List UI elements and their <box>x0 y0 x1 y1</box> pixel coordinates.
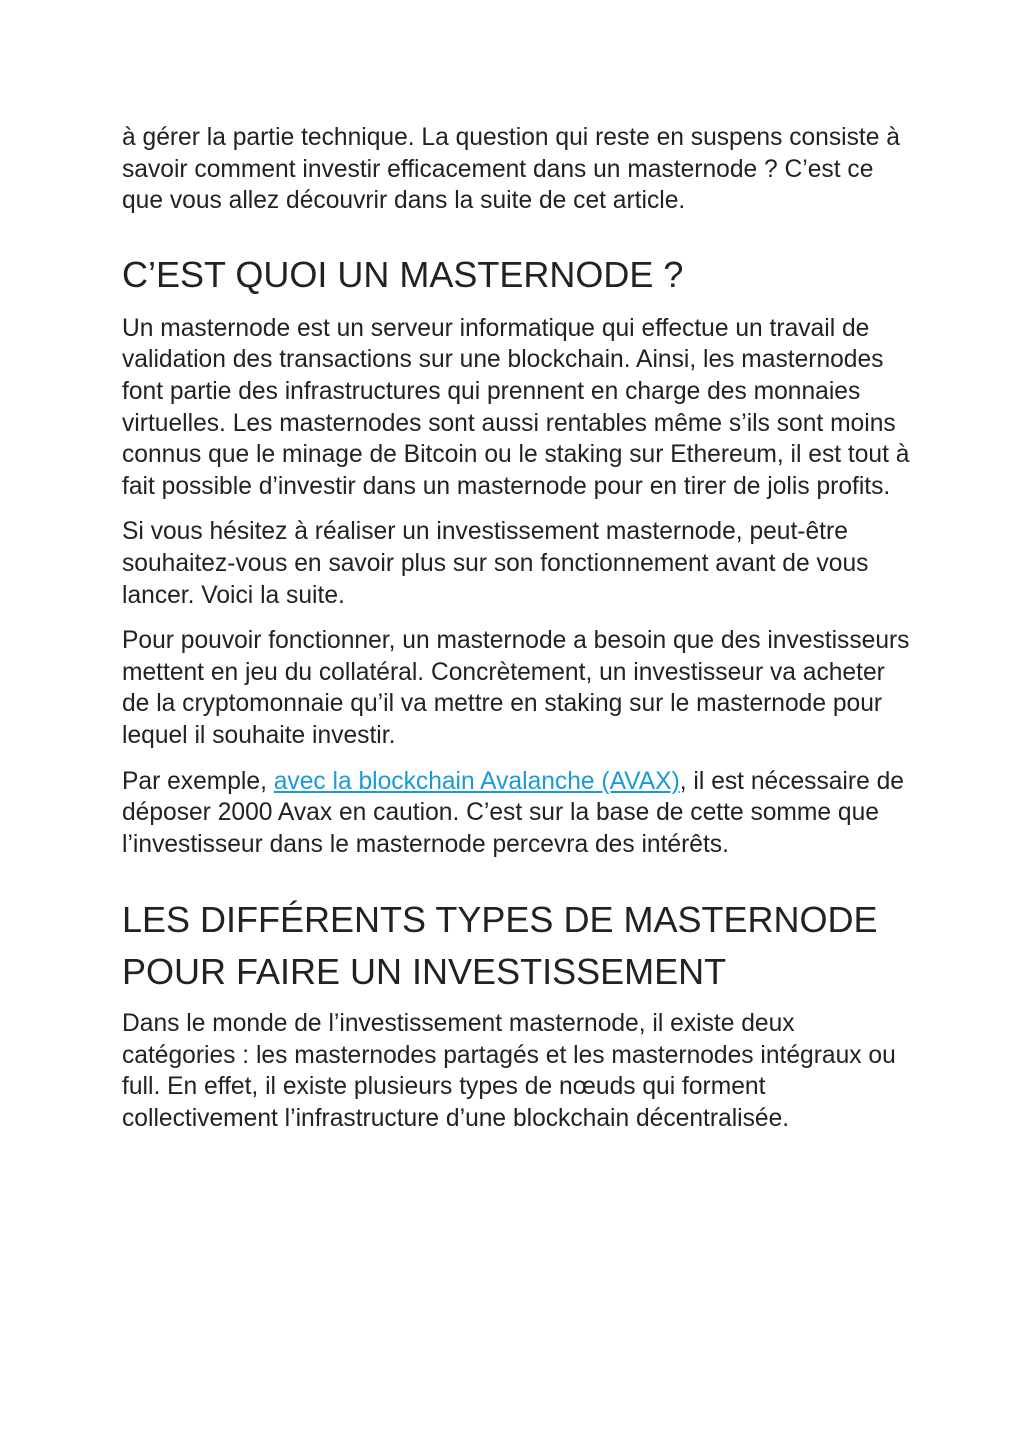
paragraph-definition: Un masternode est un serveur informatique qui effectue un travail de validation des transactions sur une blockchain. Ainsi, les masternodes font partie des infrastructures qui prennent en charge des monnaies virtuelles. Les masternodes sont aussi rentables même s’ils sont moins connus que le minage de Bitcoin ou le staking sur Ethereum, il est tout à fait possible d’investir dans un masternode pour en tirer de jolis profits. <box>122 314 910 500</box>
document-page <box>122 122 912 1135</box>
paragraph-example <box>122 766 912 861</box>
example-text-after: , il est nécessaire de déposer 2000 Avax en caution. C’est sur la base de cette somme que l’investisseur dans le masternode percevra des intérêts. <box>122 767 904 858</box>
section-heading-masternode: C’EST QUOI UN MASTERNODE ? <box>122 253 684 295</box>
example-text-before: Par exemple, <box>122 767 274 795</box>
section-heading-types: LES DIFFÉRENTS TYPES DE MASTERNODE POUR FAIRE UN INVESTISSEMENT <box>122 899 878 993</box>
avalanche-link[interactable]: avec la blockchain Avalanche (AVAX) <box>273 767 680 795</box>
intro-paragraph: à gérer la partie technique. La question qui reste en suspens consiste à savoir comment investir efficacement dans un masternode ? C’est ce que vous allez découvrir dans la suite de cet article. <box>122 124 900 215</box>
paragraph-categories: Dans le monde de l’investissement masternode, il existe deux catégories : les masternodes partagés et les masternodes intégraux ou full. En effet, il existe plusieurs types de nœuds qui forment collectivement l’infrastructure d’une blockchain décentralisée. <box>122 1010 896 1133</box>
paragraph-collateral: Pour pouvoir fonctionner, un masternode a besoin que des investisseurs mettent en jeu du collatéral. Concrètement, un investisseur va acheter de la cryptomonnaie qu’il va mettre en staking sur le masternode pour lequel il souhaite investir. <box>122 627 910 749</box>
paragraph-hesitation: Si vous hésitez à réaliser un investissement masternode, peut-être souhaitez-vous en savoir plus sur son fonctionnement avant de vous lancer. Voici la suite. <box>122 518 869 609</box>
